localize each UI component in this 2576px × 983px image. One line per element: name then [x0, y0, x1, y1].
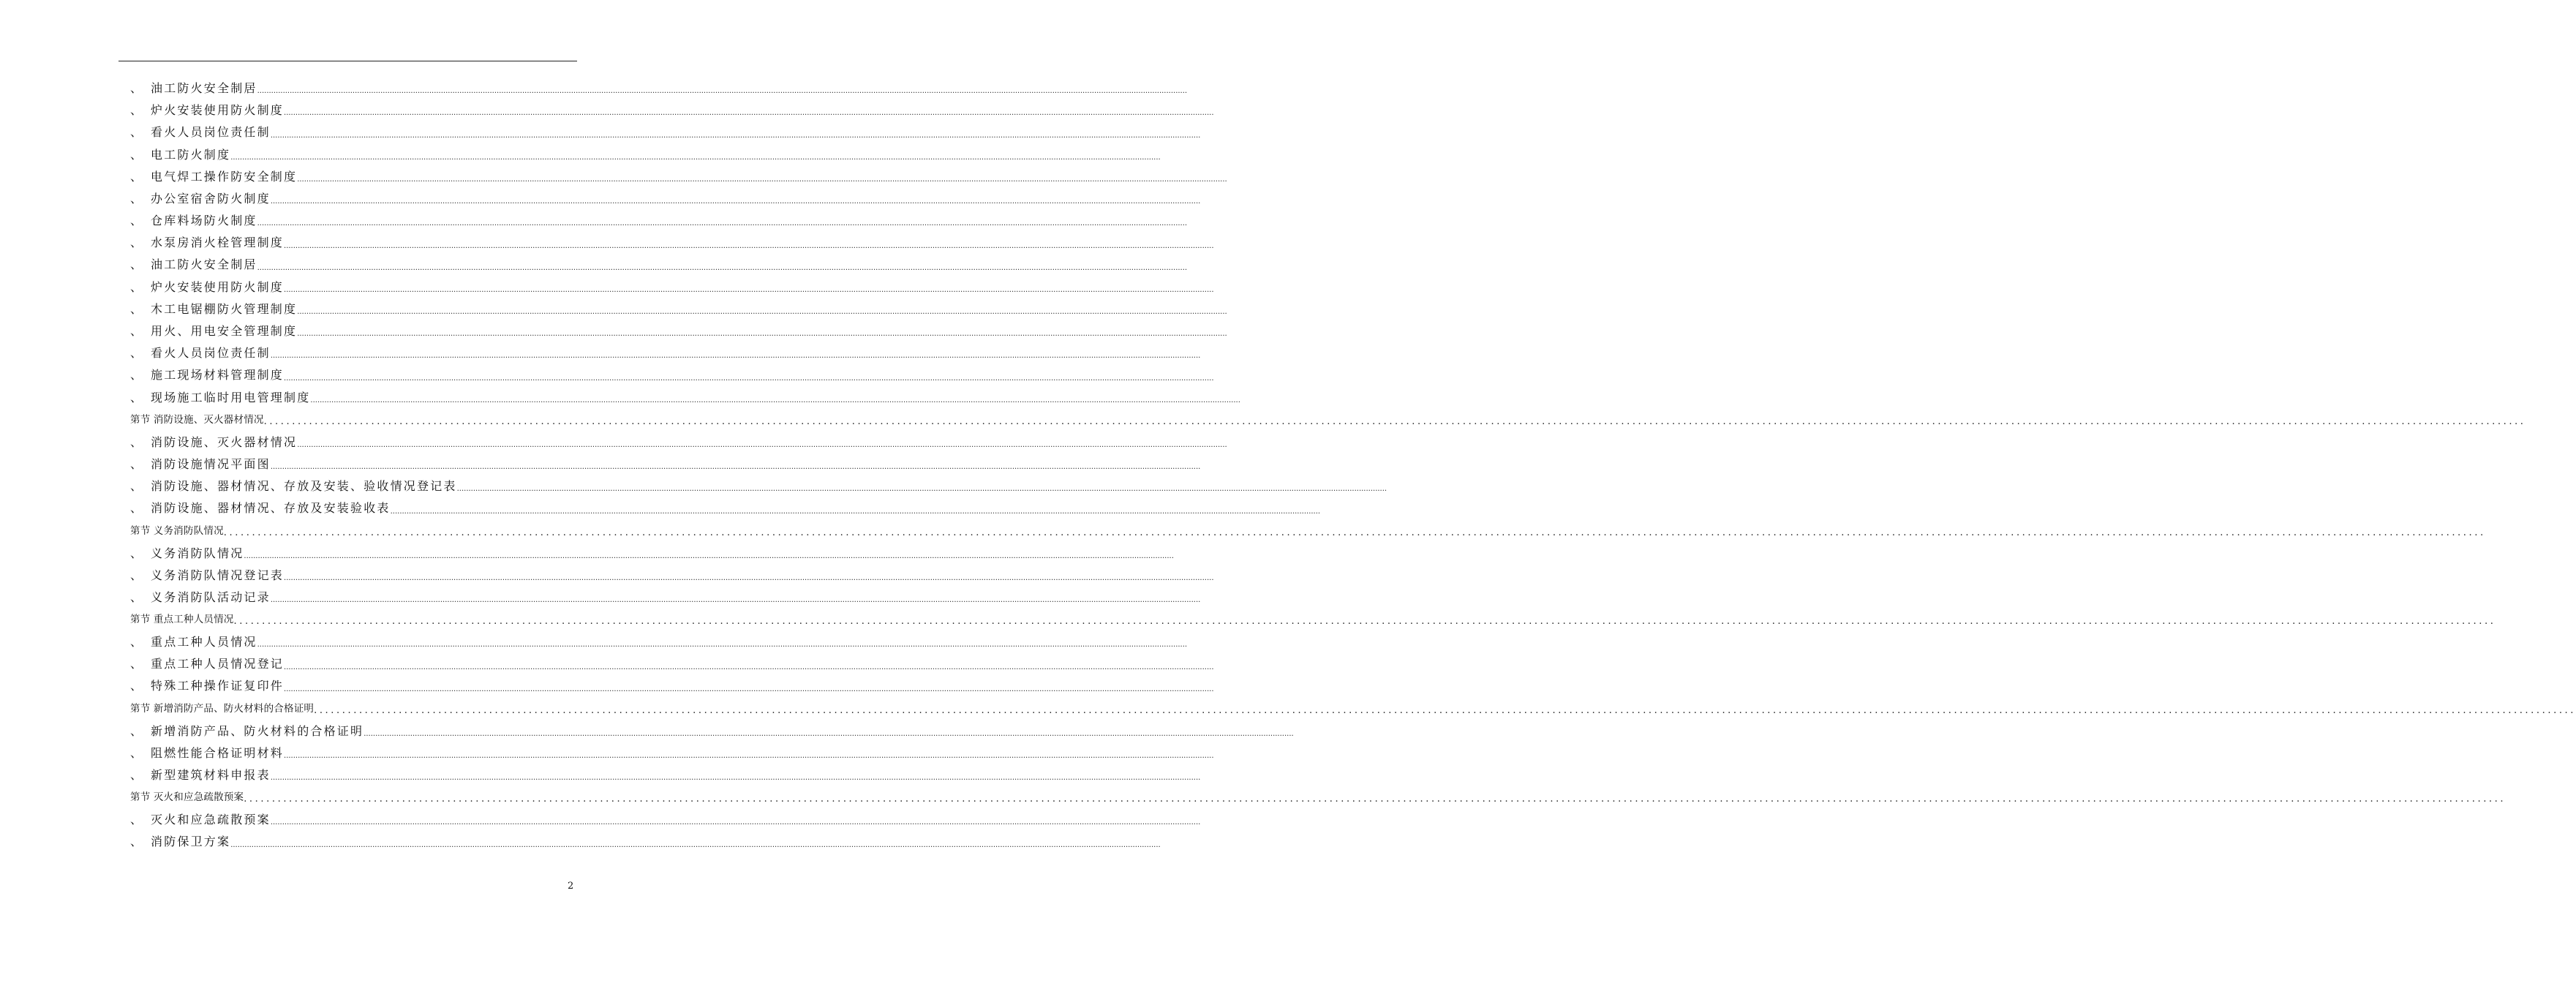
- toc-item-bullet: 、: [130, 813, 143, 827]
- toc-item-bullet: 、: [130, 125, 143, 140]
- toc-leader-dots: ................................................................................................................................................................................................................................................................................................................................................................................................................: [270, 596, 1201, 605]
- toc-item-title: 义务消防队活动记录: [151, 590, 271, 604]
- toc-item-bullet: 、: [130, 768, 143, 783]
- toc-item-title: 油工防火安全制居: [151, 257, 257, 272]
- toc-section: [130, 698, 2576, 720]
- toc-item: [130, 78, 1188, 99]
- toc-item-bullet: 、: [130, 723, 143, 738]
- toc-item-title: 阻燃性能合格证明材料: [151, 745, 285, 760]
- toc-item: [130, 166, 1227, 188]
- toc-item-title: 施工现场材料管理制度: [151, 368, 285, 383]
- toc-item: [130, 121, 1201, 143]
- toc-item-title: 特殊工种操作证复印件: [151, 679, 285, 693]
- toc-item-title: 炉火安装使用防火制度: [151, 103, 285, 118]
- toc-item-title: 用火、用电安全管理制度: [151, 324, 298, 339]
- toc-item-bullet: 、: [130, 501, 143, 516]
- toc-leader-dots: ................................................................................................................................................................................................................................................................................................................................................................................................................: [270, 352, 1201, 361]
- toc-leader-dots: ................................................................................................................................................................................................................................................................................................................................................................................................................: [244, 551, 1174, 560]
- toc-item: [130, 188, 1201, 210]
- toc-item-title: 水泵房消火栓管理制度: [151, 236, 285, 250]
- toc-leader-dots: ................................................................................................................................................................................................................................................................................................................................................................................................................: [270, 463, 1201, 472]
- toc-leader-dots: ................................................................................................................................................................................................................................................................................................................................................................................................................: [284, 285, 1214, 294]
- toc-item-title: 重点工种人员情况: [151, 635, 257, 649]
- toc-item-bullet: 、: [130, 257, 143, 272]
- toc-item: [130, 475, 1387, 497]
- toc-item-bullet: 、: [130, 80, 143, 95]
- toc-leader-dots: ................................................................................................................................................................................................................................................................................................................................................................................................................: [364, 729, 1294, 738]
- toc-item-bullet: 、: [130, 434, 143, 449]
- toc-item-title: 消防设施、器材情况、存放及安装验收表: [151, 501, 391, 516]
- toc-leader-dots: ................................................................................................................................................................................................................................................................................................................................................................................................................: [284, 663, 1214, 671]
- toc-section-title: 第节 义务消防队情况: [130, 524, 224, 537]
- toc-leader-dots: ................................................................................................................................................................................................................................................................................................................................................................................................................: [230, 153, 1161, 162]
- toc-item-title: 看火人员岗位责任制: [151, 346, 271, 361]
- toc-item-bullet: 、: [130, 368, 143, 383]
- toc-leader-dots: ................................................................................................................................................................................................................................................................................................................................................................................................................: [244, 794, 2507, 805]
- toc-item-title: 木工电锯棚防火管理制度: [151, 301, 298, 316]
- toc-item-title: 义务消防队情况: [151, 546, 244, 560]
- toc-item-bullet: 、: [130, 390, 143, 404]
- toc-section: [130, 520, 2486, 543]
- toc-section-title: 第节 灭火和应急疏散预案: [130, 791, 244, 804]
- page-number: 2: [568, 881, 574, 892]
- toc-item-bullet: 、: [130, 324, 143, 339]
- toc-leader-dots: ................................................................................................................................................................................................................................................................................................................................................................................................................: [223, 527, 2486, 538]
- toc-item: [130, 453, 1201, 475]
- toc-leader-dots: ................................................................................................................................................................................................................................................................................................................................................................................................................: [390, 507, 1321, 516]
- toc-leader-dots: ................................................................................................................................................................................................................................................................................................................................................................................................................: [270, 774, 1201, 783]
- toc-item: [130, 232, 1214, 254]
- toc-section: [130, 786, 2507, 809]
- toc-item-bullet: 、: [130, 590, 143, 604]
- toc-leader-dots: ................................................................................................................................................................................................................................................................................................................................................................................................................: [257, 219, 1188, 228]
- toc-item-bullet: 、: [130, 301, 143, 316]
- toc-item-bullet: 、: [130, 635, 143, 649]
- toc-section: [130, 609, 2496, 631]
- toc-item: [130, 676, 1214, 698]
- toc-leader-dots: ................................................................................................................................................................................................................................................................................................................................................................................................................: [284, 752, 1214, 761]
- table-of-contents: [130, 78, 2576, 854]
- toc-item: [130, 497, 1321, 519]
- toc-section-title: 第节 消防设施、灭火器材情况: [130, 413, 264, 426]
- toc-item-bullet: 、: [130, 679, 143, 693]
- toc-item-title: 新增消防产品、防火材料的合格证明: [151, 723, 364, 738]
- toc-leader-dots: ................................................................................................................................................................................................................................................................................................................................................................................................................: [284, 109, 1214, 118]
- toc-item: [130, 720, 1294, 742]
- toc-leader-dots: ................................................................................................................................................................................................................................................................................................................................................................................................................: [456, 485, 1387, 494]
- toc-item: [130, 432, 1227, 453]
- toc-item-title: 消防设施情况平面图: [151, 456, 271, 471]
- toc-item-title: 电工防火制度: [151, 147, 231, 162]
- toc-section-title: 第节 新增消防产品、防火材料的合格证明: [130, 702, 315, 715]
- toc-leader-dots: ................................................................................................................................................................................................................................................................................................................................................................................................................: [284, 241, 1214, 250]
- toc-item-bullet: 、: [130, 657, 143, 671]
- toc-leader-dots: ................................................................................................................................................................................................................................................................................................................................................................................................................: [297, 175, 1227, 184]
- toc-item: [130, 764, 1201, 786]
- toc-item-bullet: 、: [130, 568, 143, 582]
- toc-leader-dots: ................................................................................................................................................................................................................................................................................................................................................................................................................: [270, 818, 1201, 827]
- toc-leader-dots: ................................................................................................................................................................................................................................................................................................................................................................................................................: [297, 308, 1227, 317]
- toc-item-bullet: 、: [130, 479, 143, 494]
- toc-item-bullet: 、: [130, 546, 143, 560]
- toc-leader-dots: ................................................................................................................................................................................................................................................................................................................................................................................................................: [257, 87, 1188, 96]
- toc-item-title: 油工防火安全制居: [151, 80, 257, 95]
- toc-item: [130, 255, 1188, 276]
- toc-leader-dots: ................................................................................................................................................................................................................................................................................................................................................................................................................: [310, 396, 1240, 404]
- toc-item-title: 重点工种人员情况登记: [151, 657, 285, 671]
- toc-leader-dots: ................................................................................................................................................................................................................................................................................................................................................................................................................: [257, 641, 1188, 649]
- toc-item-title: 仓库料场防火制度: [151, 214, 257, 228]
- toc-leader-dots: ................................................................................................................................................................................................................................................................................................................................................................................................................: [270, 131, 1201, 140]
- toc-section: [130, 409, 2526, 432]
- toc-leader-dots: ................................................................................................................................................................................................................................................................................................................................................................................................................: [257, 263, 1188, 272]
- toc-item-bullet: 、: [130, 835, 143, 849]
- toc-item: [130, 210, 1188, 232]
- toc-item-title: 炉火安装使用防火制度: [151, 279, 285, 294]
- toc-item-title: 电气焊工操作防安全制度: [151, 169, 298, 184]
- toc-leader-dots: ................................................................................................................................................................................................................................................................................................................................................................................................................: [284, 374, 1214, 383]
- toc-leader-dots: ................................................................................................................................................................................................................................................................................................................................................................................................................: [230, 840, 1161, 849]
- toc-leader-dots: ................................................................................................................................................................................................................................................................................................................................................................................................................: [270, 197, 1201, 206]
- toc-item-title: 灭火和应急疏散预案: [151, 813, 271, 827]
- toc-item: [130, 831, 1161, 853]
- toc-item-title: 办公室宿舍防火制度: [151, 191, 271, 206]
- toc-leader-dots: ................................................................................................................................................................................................................................................................................................................................................................................................................: [284, 685, 1214, 693]
- toc-leader-dots: ................................................................................................................................................................................................................................................................................................................................................................................................................: [314, 704, 2576, 716]
- toc-item: [130, 320, 1227, 342]
- toc-item: [130, 364, 1214, 386]
- toc-item-bullet: 、: [130, 279, 143, 294]
- toc-item-title: 消防设施、器材情况、存放及安装、验收情况登记表: [151, 479, 457, 494]
- toc-leader-dots: ................................................................................................................................................................................................................................................................................................................................................................................................................: [297, 330, 1227, 339]
- toc-item-title: 义务消防队情况登记表: [151, 568, 285, 582]
- toc-item-title: 新型建筑材料申报表: [151, 768, 271, 783]
- toc-item: [130, 99, 1214, 121]
- toc-leader-dots: ................................................................................................................................................................................................................................................................................................................................................................................................................: [233, 616, 2496, 628]
- toc-leader-dots: ................................................................................................................................................................................................................................................................................................................................................................................................................: [297, 441, 1227, 449]
- toc-item: [130, 543, 1174, 565]
- toc-item-bullet: 、: [130, 745, 143, 760]
- toc-item-title: 消防保卫方案: [151, 835, 231, 849]
- toc-leader-dots: ................................................................................................................................................................................................................................................................................................................................................................................................................: [263, 415, 2526, 427]
- toc-item-bullet: 、: [130, 346, 143, 361]
- toc-item: [130, 144, 1161, 166]
- toc-item: [130, 587, 1201, 609]
- toc-item: [130, 742, 1214, 764]
- toc-item-title: 看火人员岗位责任制: [151, 125, 271, 140]
- toc-section-title: 第节 重点工种人员情况: [130, 614, 234, 626]
- toc-item-bullet: 、: [130, 236, 143, 250]
- toc-item: [130, 631, 1188, 653]
- toc-item-bullet: 、: [130, 456, 143, 471]
- toc-item-bullet: 、: [130, 147, 143, 162]
- toc-item-bullet: 、: [130, 191, 143, 206]
- toc-item-bullet: 、: [130, 169, 143, 184]
- toc-item: [130, 276, 1214, 298]
- toc-item: [130, 565, 1214, 587]
- toc-item-bullet: 、: [130, 214, 143, 228]
- toc-item: [130, 298, 1227, 320]
- toc-item-title: 消防设施、灭火器材情况: [151, 434, 298, 449]
- toc-item: [130, 342, 1201, 364]
- toc-item-bullet: 、: [130, 103, 143, 118]
- toc-item: [130, 653, 1214, 675]
- toc-leader-dots: ................................................................................................................................................................................................................................................................................................................................................................................................................: [284, 573, 1214, 582]
- toc-item: [130, 387, 1240, 409]
- toc-item: [130, 809, 1201, 831]
- toc-item-title: 现场施工临时用电管理制度: [151, 390, 311, 404]
